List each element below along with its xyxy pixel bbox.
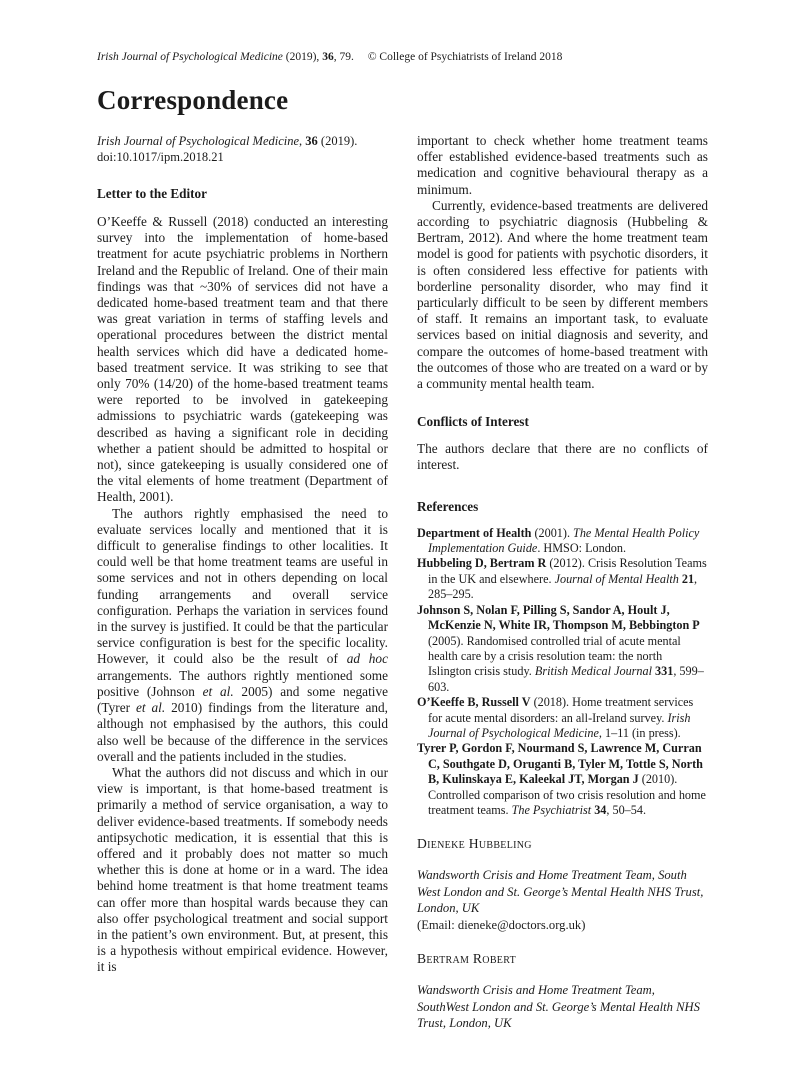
doi-line: doi:10.1017/ipm.2018.21 — [97, 150, 224, 164]
reference-list — [417, 526, 708, 819]
body-paragraph: What the authors did not discuss and which in our view is important, is that home-based treatment is primarily a method of service organisation, a way to deliver evidence-based treatments. If somebody needs antipsychotic medication, it is essential that this is offered and it probably does not matter so much whether this is done at home or in a ward. The idea behind home treatment is that home treatment teams can offer more than hospital wards because they can also offer psychological treatment and social support in the patient’s own environment. But, at present, this is a hypothesis without empirical evidence. However, it is — [97, 764, 388, 975]
left-column — [97, 133, 388, 1032]
body-paragraph: Currently, evidence-based treatments are delivered according to psychiatric diagnosis (Hubbeling & Bertram, 2012). And where the home treatment team model is good for patients with psychotic disorders, it is often considered less effective for patients with borderline personality disorder, who may find it particularly difficult to be seen by different members of staff. It remains an important task, to evaluate services based on initial diagnosis and severity, and compare the outcomes of home-based treatment with the outcomes of those who are treated on a ward or by a community mental health team. — [417, 197, 708, 392]
reference-item: Tyrer P, Gordon F, Nourmand S, Lawrence M, Curran C, Southgate D, Oruganti B, Tyler M, Tottle S, North B, Kulinskaya E, Kaleekal JT, Morgan J (2010). Controlled comparison of two crisis resolution and home treatment teams. The Psychiatrist 34, 50–54. — [417, 741, 706, 817]
author-affiliation — [417, 867, 708, 933]
conflicts-of-interest-text: The authors declare that there are no conflicts of interest. — [417, 441, 708, 473]
copyright-notice: © College of Psychiatrists of Ireland 2018 — [367, 51, 563, 63]
author-affiliation-text: Wandsworth Crisis and Home Treatment Team, SouthWest London and St. George’s Mental Health NHS Trust, London, UK — [417, 983, 700, 1031]
body-paragraph: important to check whether home treatment teams offer established evidence-based treatments such as medication and cognitive behavioural therapy as a minimum. — [417, 133, 708, 197]
author-name: Bertram Robert — [417, 951, 516, 967]
body-paragraph: The authors rightly emphasised the need to evaluate services locally and mentioned that it is difficult to generalise findings to other localities. It could well be that home treatment teams are useful in some services and not in others depending on local funding arrangements and overall service configuration. Perhaps the variation in services found in the survey is justified. It could be that the particular service configuration is best for the specific locality. However, it could also be the result of ad hoc arrangements. The authors rightly mentioned some positive (Johnson et al. 2005) and some negative (Tyrer et al. 2010) findings from the literature and, although not emphasised by the authors, this could also well be because of the difference in the services overall and the patients included in the studies. — [97, 505, 389, 764]
article-citation: Irish Journal of Psychological Medicine, 36 (2019). — [97, 134, 358, 148]
author-name: Dieneke Hubbeling — [417, 836, 532, 852]
reference-item: Hubbeling D, Bertram R (2012). Crisis Resolution Teams in the UK and elsewhere. Journal of Mental Health 21, 285–295. — [417, 556, 707, 602]
author-affiliation — [417, 982, 708, 1032]
conflicts-of-interest-heading: Conflicts of Interest — [417, 414, 529, 430]
two-column-layout — [97, 133, 709, 1032]
references-heading: References — [417, 498, 479, 514]
reference-item: O’Keeffe B, Russell V (2018). Home treatment services for acute mental disorders: an all-Ireland survey. Irish Journal of Psychological Medicine, 1–11 (in press). — [417, 695, 694, 740]
reference-item: Johnson S, Nolan F, Pilling S, Sandor A, Hoult J, McKenzie N, White IR, Thompson M, Bebbington P (2005). Randomised controlled trial of acute mental health care by a crisis resolution team: the north Islington crisis study. British Medical Journal 331, 599–603. — [417, 602, 704, 694]
page-content — [97, 50, 709, 1032]
running-head-citation: Irish Journal of Psychological Medicine (2019), 36, 79. — [97, 51, 354, 63]
right-column — [417, 133, 708, 1032]
reference-item: Department of Health (2001). The Mental Health Policy Implementation Guide. HMSO: London. — [417, 525, 700, 556]
author-email: (Email: dieneke@doctors.org.uk) — [417, 917, 586, 932]
section-heading-letter-to-editor: Letter to the Editor — [97, 186, 207, 201]
author-affiliation-text: Wandsworth Crisis and Home Treatment Team, South West London and St. George’s Mental Health NHS Trust, London, UK — [417, 868, 704, 916]
body-paragraph: O’Keeffe & Russell (2018) conducted an interesting survey into the implementation of home-based treatment for acute psychiatric problems in Northern Ireland and the Republic of Ireland. One of their main findings was that ~30% of services did not have a dedicated home-based treatment team and that there was great variation in terms of staffing levels and operational procedures between the district mental health services which did have a dedicated home-based treatment service. It was striking to see that only 70% (14/20) of the home-based treatment teams were reported to be involved in gatekeeping admissions to psychiatric wards (gatekeeping was described as having a significant role in deciding whether a patient should be admitted to hospital or not), since gatekeeping is usually considered one of the vital elements of home treatment (Department of Health, 2001). — [97, 214, 388, 505]
page-title: Correspondence — [97, 85, 289, 115]
running-head — [97, 50, 709, 64]
